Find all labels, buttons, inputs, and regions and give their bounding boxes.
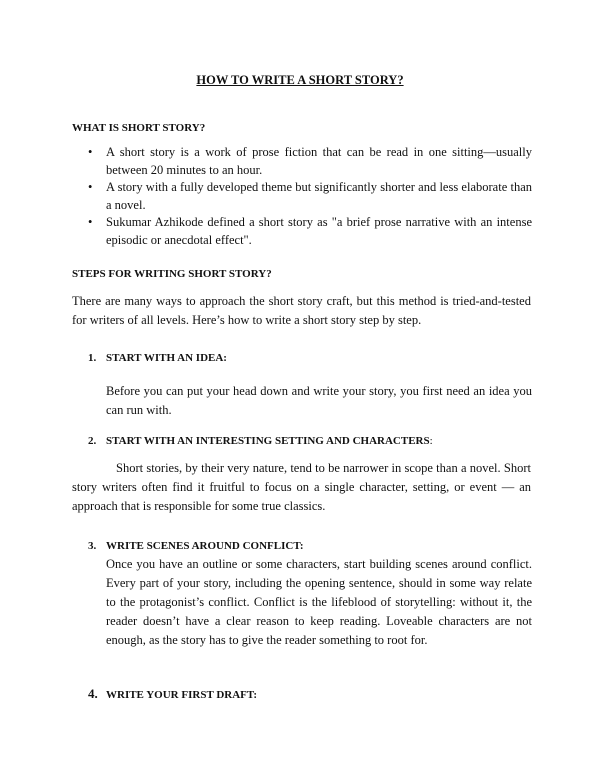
step-3-body: Once you have an outline or some characters, start building scenes around conflict. Every part of your story, including the opening sentence, should in some way relate to the protagonist’s conflict. Conflict is the lifeblood of storytelling: without it, the reader doesn’t have a clear reason to keep reading. Loveable characters are not enough, as the story has to give the reader something to root for. [106, 557, 532, 647]
bullet-icon: • [88, 180, 93, 194]
section-heading-what-is: WHAT IS SHORT STORY? [72, 122, 206, 134]
list-item: • A story with a fully developed theme but significantly shorter and less elaborate than a novel. [88, 180, 532, 212]
document-title: HOW TO WRITE A SHORT STORY? [196, 73, 404, 87]
list-item: • Sukumar Azhikode defined a short story as "a brief prose narrative with an intense episodic or anecdotal effect". [88, 215, 532, 247]
step-4-heading: 4. WRITE YOUR FIRST DRAFT: [88, 686, 258, 701]
bullet-icon: • [88, 215, 93, 229]
list-item: • A short story is a work of prose fiction that can be read in one sitting—usually between 20 minutes to an hour. [88, 145, 532, 177]
step-1-heading: 1. START WITH AN IDEA: [88, 352, 227, 364]
section-heading-steps: STEPS FOR WRITING SHORT STORY? [72, 268, 272, 280]
step-3-heading: 3. WRITE SCENES AROUND CONFLICT: [88, 540, 304, 552]
step-1-body: Before you can put your head down and write your story, you first need an idea you can run with. [106, 384, 532, 417]
bullet-icon: • [88, 145, 93, 159]
step-2-body: Short stories, by their very nature, tend to be narrower in scope than a novel. Short story writers often find it fruitful to focus on a single character, setting, or event — an approach that is responsible for some true classics. [72, 461, 531, 513]
definition-list [88, 144, 532, 249]
step-2-heading: 2. START WITH AN INTERESTING SETTING AND CHARACTERS: [88, 435, 433, 447]
steps-intro-paragraph: There are many ways to approach the short story craft, but this method is tried-and-tested for writers of all levels. Here’s how to write a short story step by step. [72, 294, 531, 327]
